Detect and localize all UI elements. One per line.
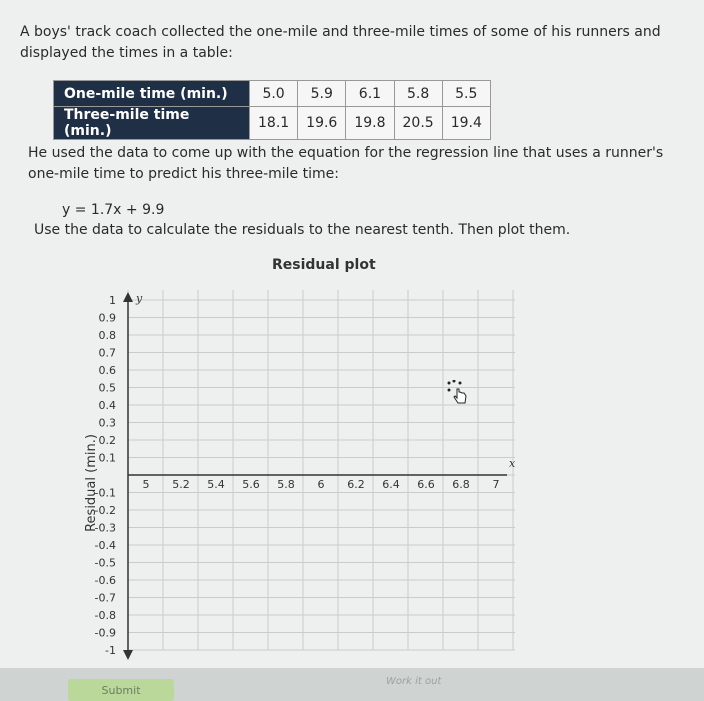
y-axis-letter: y [136, 292, 143, 305]
y-tick-label: -0.7 [94, 591, 116, 605]
table-cell: 19.8 [346, 107, 394, 140]
y-tick-label: -0.9 [94, 626, 116, 640]
y-axis-arrow-down [123, 650, 133, 660]
y-tick-label: -0.6 [94, 574, 116, 587]
x-tick-label: 5 [142, 478, 150, 491]
y-tick-label: 0.4 [98, 399, 116, 412]
chart-title: Residual plot [272, 257, 376, 273]
table-cell: 5.9 [298, 81, 346, 107]
y-tick-label: 0.5 [98, 381, 116, 395]
problem-description: He used the data to come up with the equation for the regression line that uses a runner's one-mile time to predict his three-mile time: [28, 145, 664, 182]
y-tick-label: -1 [105, 644, 116, 657]
x-tick-label: 5.2 [172, 478, 190, 491]
y-axis-arrow-up [123, 292, 133, 302]
x-tick-label: 5.4 [207, 478, 225, 491]
regression-equation: y = 1.7x + 9.9 [62, 202, 165, 218]
x-tick-label: 6 [317, 478, 325, 491]
x-tick-label: 6.6 [417, 478, 435, 491]
y-tick-label: 0.9 [98, 311, 116, 325]
submit-button[interactable]: Submit [68, 679, 174, 701]
x-tick-label: 6.8 [452, 478, 470, 491]
x-tick-label: 7 [492, 478, 500, 491]
row-header-three-mile: Three-mile time (min.) [54, 107, 250, 140]
row-header-one-mile: One-mile time (min.) [54, 81, 250, 107]
table-cell: 5.8 [394, 81, 442, 107]
table-cell: 6.1 [346, 81, 394, 107]
y-tick-label: 0.6 [98, 364, 116, 377]
y-tick-label: 0.8 [98, 329, 116, 342]
y-tick-label: -0.3 [94, 521, 116, 535]
y-tick-label: 0.2 [98, 434, 116, 447]
y-tick-label: 1 [109, 294, 116, 307]
x-tick-label: 6.2 [347, 478, 365, 491]
y-tick-label: -0.2 [94, 504, 116, 517]
hand-cursor-icon [446, 380, 470, 410]
table-cell: 5.0 [250, 81, 298, 107]
y-tick-label: 0.1 [98, 451, 116, 465]
table-cell: 19.6 [298, 107, 346, 140]
table-cell: 19.4 [442, 107, 490, 140]
table-cell: 20.5 [394, 107, 442, 140]
work-note: Work it out [386, 676, 442, 687]
table-cell: 5.5 [442, 81, 490, 107]
y-tick-label: 0.3 [98, 416, 116, 430]
y-tick-label: -0.5 [94, 556, 116, 570]
y-tick-label: 0.7 [98, 346, 116, 360]
problem-instruction: Use the data to calculate the residuals to the nearest tenth. Then plot them. [34, 222, 571, 238]
x-tick-label: 5.6 [242, 478, 260, 491]
y-axis-label: Residual (min.) [84, 434, 99, 532]
table-cell: 18.1 [250, 107, 298, 140]
x-axis-label: x [509, 457, 516, 470]
problem-prompt: A boys' track coach collected the one-mile and three-mile times of some of his runners and displayed the times in a table: [20, 24, 661, 61]
x-tick-label: 6.4 [382, 478, 400, 491]
x-tick-label: 5.8 [277, 478, 295, 491]
y-tick-label: -0.1 [94, 486, 116, 500]
y-tick-label: -0.4 [94, 539, 116, 552]
y-tick-label: -0.8 [94, 609, 116, 622]
